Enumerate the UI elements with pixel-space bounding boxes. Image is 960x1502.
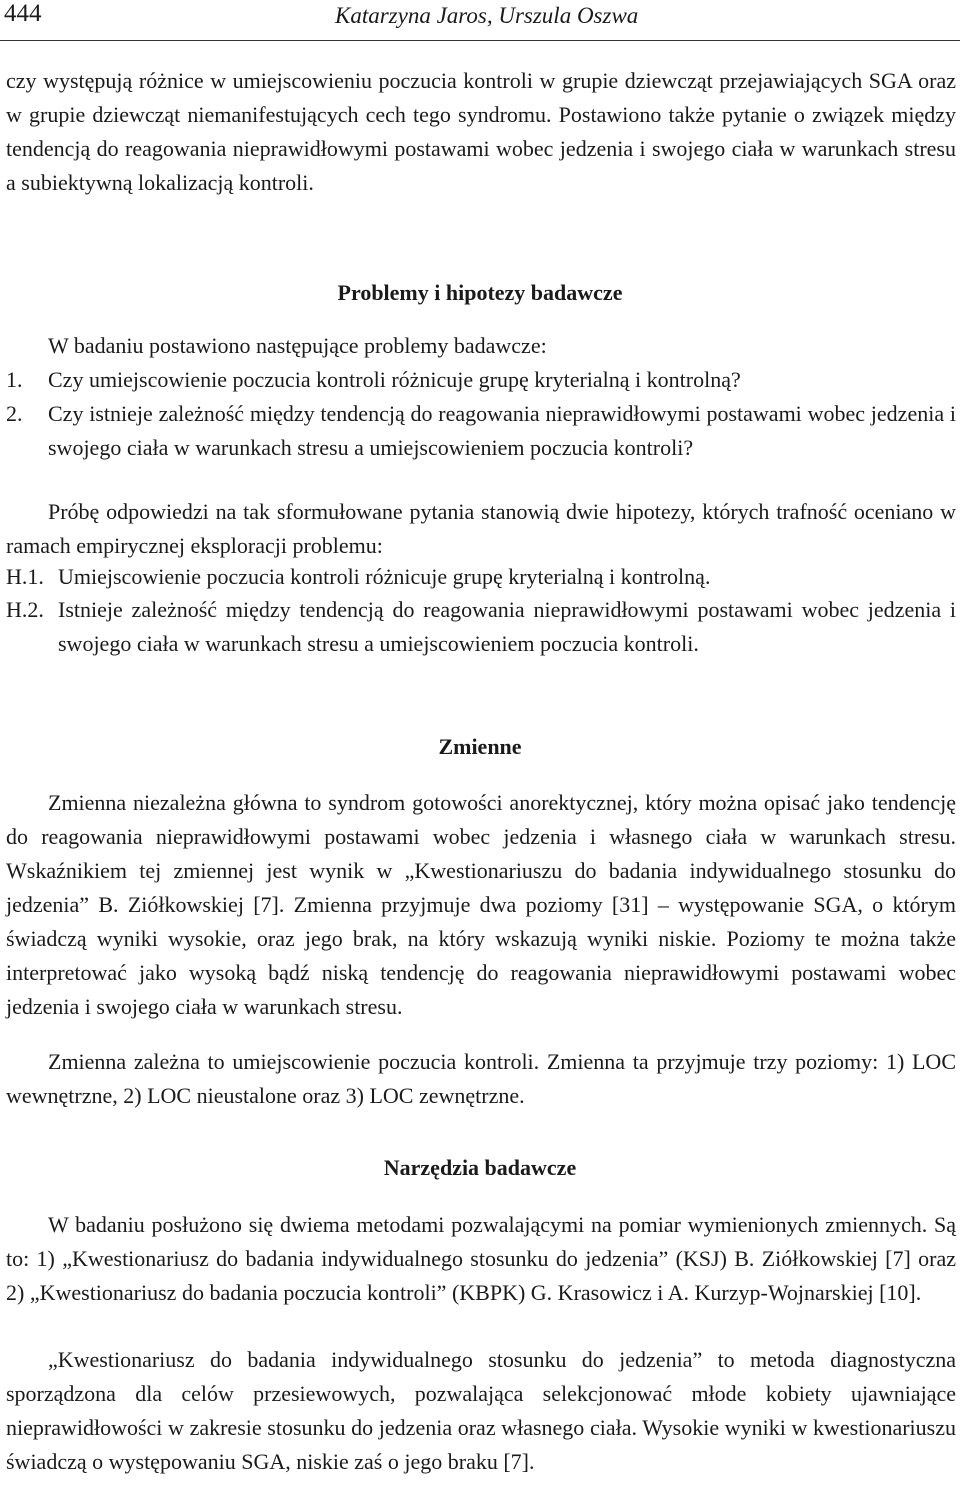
hypothesis-text: Istnieje zależność między tendencją do reagowania nieprawidłowymi postawami wobec jedzenia i swojego ciała w warunkach stresu a umiejscowieniem poczucia kontroli.: [58, 597, 956, 656]
problem-text: Czy istnieje zależność między tendencją do reagowania nieprawidłowymi postawami wobec jedzenia i swojego ciała w warunkach stresu a umiejscowieniem poczucia kontroli?: [48, 401, 956, 460]
header-rule: [0, 40, 960, 41]
intro-paragraph: czy występują różnice w umiejscowieniu poczucia kontroli w grupie dziewcząt przejawiających SGA oraz w grupie dziewcząt niemanifestujących cech tego syndromu. Postawiono także pytanie o związek między tendencją do reagowania nieprawidłowymi postawami wobec jedzenia i swojego ciała w warunkach stresu a subiektywną lokalizacją kontroli.: [6, 68, 956, 195]
variables-paragraph-1: Zmienna niezależna główna to syndrom gotowości anorektycznej, który można opisać jako tendencję do reagowania nieprawidłowymi postawami wobec jedzenia i własnego ciała w warunkach stresu. Wskaźnikiem tej zmiennej jest wynik w „Kwestionariuszu do badania indywidualnego stosunku do jedzenia” B. Ziółkowskiej [7]. Zmienna przyjmuje dwa poziomy [31] – występowanie SGA, o którym świadczą wyniki wysokie, oraz jego brak, na który wskazują wyniki niskie. Poziomy te można także interpretować jako wysoką bądź niską tendencję do reagowania nieprawidłowymi postawami wobec jedzenia i swojego ciała w warunkach stresu.: [6, 790, 956, 1019]
problem-number: 1.: [6, 367, 23, 392]
problem-item: [6, 363, 956, 397]
hypothesis-text: Umiejscowienie poczucia kontroli różnicuje grupę kryterialną i kontrolną.: [58, 564, 711, 589]
hypothesis-number: H.1.: [6, 564, 44, 589]
tools-paragraph-1: W badaniu posłużono się dwiema metodami pozwalającymi na pomiar wymienionych zmiennych. Są to: 1) „Kwestionariusz do badania indywidualnego stosunku do jedzenia” (KSJ) B. Ziółkowskiej [7] oraz 2) „Kwestionariusz do badania poczucia kontroli” (KBPK) G. Krasowicz i A. Kurzyp-Wojnarskiej [10].: [6, 1212, 956, 1305]
running-head-authors: Katarzyna Jaros, Urszula Oszwa: [335, 3, 639, 28]
tools-paragraph-2: „Kwestionariusz do badania indywidualnego stosunku do jedzenia” to metoda diagnostyczna sporządzona dla celów przesiewowych, pozwalająca selekcjonować młode kobiety ujawniające nieprawidłowości w zakresie stosunku do jedzenia oraz własnego ciała. Wysokie wyniki w kwestionariuszu świadczą o występowaniu SGA, niskie zaś o jego braku [7].: [6, 1347, 956, 1474]
problem-number: 2.: [6, 401, 23, 426]
heading-problems: Problemy i hipotezy badawcze: [337, 280, 623, 305]
hypothesis-number: H.2.: [6, 597, 44, 622]
hypotheses-lead: Próbę odpowiedzi na tak sformułowane pytania stanowią dwie hipotezy, których trafność oceniano w ramach empirycznej eksploracji problemu:: [6, 499, 956, 558]
hypothesis-item: [6, 560, 956, 594]
page-number: 444: [4, 0, 42, 27]
running-header: [0, 0, 960, 44]
variables-paragraph-2: Zmienna zależna to umiejscowienie poczucia kontroli. Zmienna ta przyjmuje trzy poziomy: 1) LOC wewnętrzne, 2) LOC nieustalone oraz 3) LOC zewnętrzne.: [6, 1049, 956, 1108]
heading-tools: Narzędzia badawcze: [383, 1155, 577, 1180]
hypothesis-item: [6, 593, 956, 661]
problem-item: [6, 397, 956, 465]
problem-text: Czy umiejscowienie poczucia kontroli różnicuje grupę kryterialną i kontrolną?: [48, 367, 741, 392]
problems-lead: W badaniu postawiono następujące problemy badawcze:: [48, 333, 547, 358]
heading-variables: Zmienne: [438, 734, 522, 759]
